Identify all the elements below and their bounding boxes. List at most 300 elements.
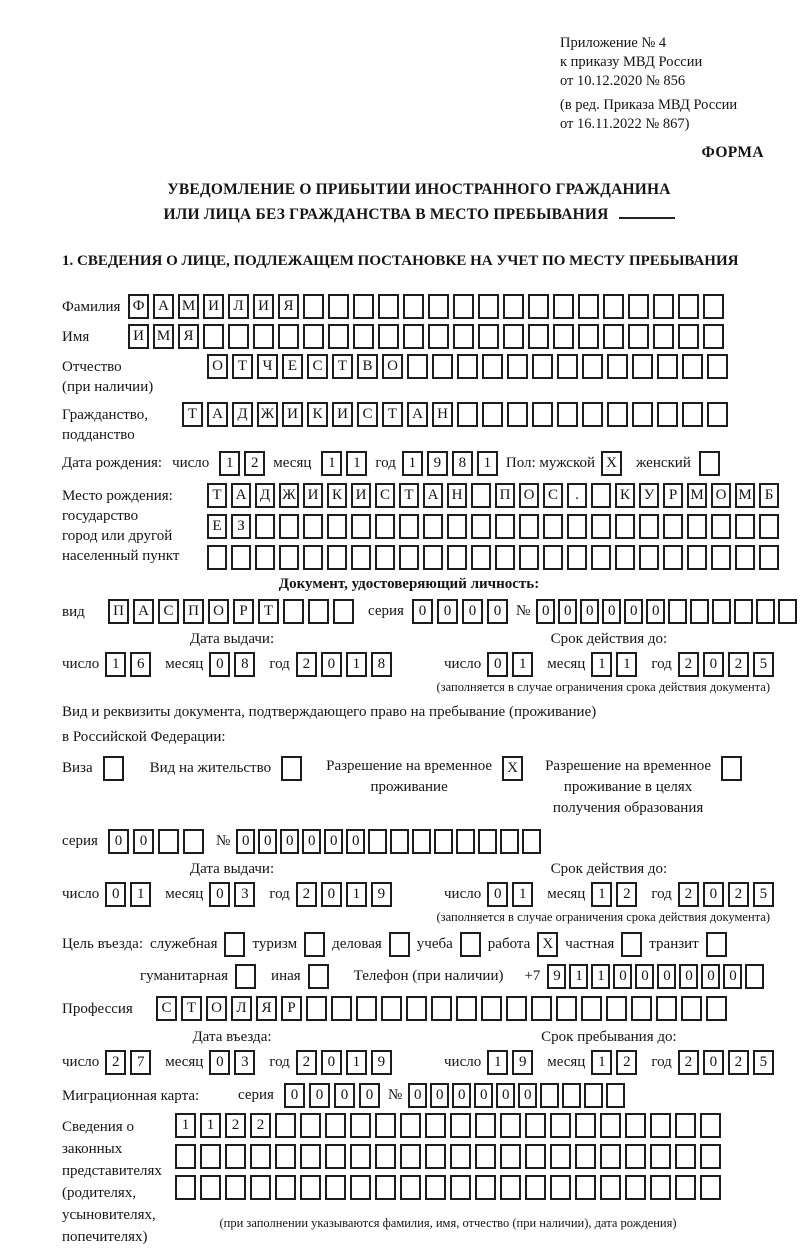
residence-series-boxes[interactable] [108,829,204,854]
residence-permit-checkbox[interactable] [281,756,302,781]
char-cell[interactable]: 2 [105,1050,126,1075]
char-cell[interactable] [353,294,374,319]
char-cell[interactable]: Е [207,514,227,539]
birth-place-boxes-row3[interactable] [207,545,779,570]
char-cell[interactable]: Т [181,996,202,1021]
char-cell[interactable] [304,932,325,957]
entry-year-boxes[interactable] [296,1050,392,1075]
phone-boxes[interactable] [547,964,764,989]
char-cell[interactable] [333,599,354,624]
char-cell[interactable] [582,354,603,379]
char-cell[interactable] [495,545,515,570]
char-cell[interactable]: Р [663,483,683,508]
char-cell[interactable] [279,545,299,570]
char-cell[interactable]: 2 [296,652,317,677]
char-cell[interactable] [553,324,574,349]
char-cell[interactable] [434,829,453,854]
char-cell[interactable] [250,1175,271,1200]
char-cell[interactable] [581,996,602,1021]
char-cell[interactable] [500,1175,521,1200]
entry-month-boxes[interactable] [209,1050,255,1075]
char-cell[interactable] [543,545,563,570]
char-cell[interactable]: Т [258,599,279,624]
char-cell[interactable]: В [357,354,378,379]
char-cell[interactable] [456,829,475,854]
doc-valid-year-boxes[interactable] [678,652,774,677]
char-cell[interactable]: 9 [371,1050,392,1075]
char-cell[interactable] [706,996,727,1021]
char-cell[interactable]: 3 [234,882,255,907]
char-cell[interactable] [687,545,707,570]
char-cell[interactable] [279,514,299,539]
char-cell[interactable] [495,514,515,539]
char-cell[interactable] [278,324,299,349]
char-cell[interactable]: З [231,514,251,539]
char-cell[interactable] [447,514,467,539]
char-cell[interactable]: Я [256,996,277,1021]
char-cell[interactable]: 9 [512,1050,533,1075]
char-cell[interactable]: 3 [234,1050,255,1075]
char-cell[interactable]: 1 [616,652,637,677]
char-cell[interactable] [225,1144,246,1169]
migration-series-boxes[interactable] [284,1083,380,1108]
char-cell[interactable] [628,324,649,349]
char-cell[interactable] [550,1113,571,1138]
char-cell[interactable]: С [357,402,378,427]
char-cell[interactable] [482,354,503,379]
char-cell[interactable]: 0 [209,882,230,907]
char-cell[interactable] [531,996,552,1021]
char-cell[interactable] [351,545,371,570]
char-cell[interactable]: 6 [130,652,151,677]
char-cell[interactable]: А [231,483,251,508]
char-cell[interactable] [591,545,611,570]
char-cell[interactable] [428,324,449,349]
char-cell[interactable]: 0 [703,1050,724,1075]
char-cell[interactable]: 0 [209,652,230,677]
char-cell[interactable]: 0 [334,1083,355,1108]
char-cell[interactable]: 1 [512,652,533,677]
char-cell[interactable] [183,829,204,854]
stay-year-boxes[interactable] [678,1050,774,1075]
char-cell[interactable]: 0 [280,829,299,854]
char-cell[interactable] [303,514,323,539]
char-cell[interactable]: 1 [346,652,367,677]
char-cell[interactable] [759,514,779,539]
char-cell[interactable] [327,514,347,539]
char-cell[interactable] [721,756,742,781]
char-cell[interactable] [675,1175,696,1200]
char-cell[interactable] [381,996,402,1021]
char-cell[interactable]: Ч [257,354,278,379]
char-cell[interactable] [668,599,687,624]
char-cell[interactable] [734,599,753,624]
char-cell[interactable]: 2 [616,882,637,907]
char-cell[interactable] [475,1175,496,1200]
char-cell[interactable]: 0 [408,1083,427,1108]
sex-female-checkbox[interactable] [699,451,720,476]
char-cell[interactable] [711,545,731,570]
char-cell[interactable] [507,402,528,427]
char-cell[interactable] [283,599,304,624]
char-cell[interactable]: 1 [591,652,612,677]
char-cell[interactable] [699,451,720,476]
char-cell[interactable]: 0 [105,882,126,907]
patronymic-boxes[interactable] [207,354,728,379]
char-cell[interactable] [375,514,395,539]
char-cell[interactable]: Т [182,402,203,427]
char-cell[interactable] [275,1175,296,1200]
char-cell[interactable] [532,354,553,379]
char-cell[interactable] [471,545,491,570]
char-cell[interactable] [327,545,347,570]
char-cell[interactable] [591,483,611,508]
char-cell[interactable]: 0 [284,1083,305,1108]
char-cell[interactable] [584,1083,603,1108]
char-cell[interactable] [175,1175,196,1200]
char-cell[interactable] [350,1175,371,1200]
char-cell[interactable]: О [519,483,539,508]
char-cell[interactable] [412,829,431,854]
char-cell[interactable] [550,1175,571,1200]
char-cell[interactable]: 2 [678,652,699,677]
char-cell[interactable] [447,545,467,570]
char-cell[interactable] [711,514,731,539]
char-cell[interactable] [308,964,329,989]
char-cell[interactable]: И [303,483,323,508]
char-cell[interactable] [582,402,603,427]
char-cell[interactable]: X [502,756,523,781]
char-cell[interactable]: П [108,599,129,624]
char-cell[interactable] [639,514,659,539]
char-cell[interactable]: 0 [324,829,343,854]
char-cell[interactable] [389,932,410,957]
char-cell[interactable]: 0 [703,882,724,907]
doc-valid-month-boxes[interactable] [591,652,637,677]
char-cell[interactable]: 1 [346,1050,367,1075]
char-cell[interactable] [703,294,724,319]
char-cell[interactable]: 1 [591,1050,612,1075]
char-cell[interactable]: 0 [236,829,255,854]
char-cell[interactable]: . [567,483,587,508]
char-cell[interactable] [656,996,677,1021]
char-cell[interactable] [453,294,474,319]
char-cell[interactable] [543,514,563,539]
char-cell[interactable] [103,756,124,781]
char-cell[interactable] [615,545,635,570]
char-cell[interactable] [328,294,349,319]
char-cell[interactable]: 8 [234,652,255,677]
char-cell[interactable] [575,1175,596,1200]
char-cell[interactable]: 0 [452,1083,471,1108]
char-cell[interactable]: Р [281,996,302,1021]
char-cell[interactable]: 2 [296,882,317,907]
char-cell[interactable]: С [156,996,177,1021]
char-cell[interactable] [778,599,797,624]
purpose-official-checkbox[interactable] [224,932,245,957]
char-cell[interactable] [500,829,519,854]
char-cell[interactable] [235,964,256,989]
stay-day-boxes[interactable] [487,1050,533,1075]
char-cell[interactable]: А [133,599,154,624]
char-cell[interactable]: О [207,354,228,379]
char-cell[interactable] [300,1144,321,1169]
residence-valid-month-boxes[interactable] [591,882,637,907]
char-cell[interactable]: И [332,402,353,427]
char-cell[interactable] [631,996,652,1021]
char-cell[interactable] [457,402,478,427]
char-cell[interactable] [325,1175,346,1200]
char-cell[interactable]: 9 [547,964,566,989]
residence-number-boxes[interactable] [236,829,541,854]
char-cell[interactable] [456,996,477,1021]
char-cell[interactable] [621,932,642,957]
surname-boxes[interactable] [128,294,724,319]
char-cell[interactable]: К [615,483,635,508]
char-cell[interactable] [425,1175,446,1200]
char-cell[interactable] [690,599,709,624]
char-cell[interactable] [475,1144,496,1169]
char-cell[interactable]: 0 [703,652,724,677]
char-cell[interactable] [519,545,539,570]
char-cell[interactable] [500,1113,521,1138]
char-cell[interactable] [275,1144,296,1169]
char-cell[interactable] [525,1113,546,1138]
char-cell[interactable] [657,354,678,379]
doc-issue-year-boxes[interactable] [296,652,392,677]
doc-valid-day-boxes[interactable] [487,652,533,677]
char-cell[interactable]: 2 [616,1050,637,1075]
char-cell[interactable]: 0 [258,829,277,854]
char-cell[interactable] [253,324,274,349]
char-cell[interactable] [678,324,699,349]
char-cell[interactable] [478,324,499,349]
char-cell[interactable]: 2 [244,451,265,476]
char-cell[interactable] [400,1144,421,1169]
char-cell[interactable] [615,514,635,539]
char-cell[interactable]: 0 [624,599,643,624]
doc-issue-month-boxes[interactable] [209,652,255,677]
char-cell[interactable]: 2 [728,882,749,907]
char-cell[interactable]: Ж [257,402,278,427]
char-cell[interactable] [657,402,678,427]
char-cell[interactable]: И [282,402,303,427]
char-cell[interactable] [425,1113,446,1138]
char-cell[interactable]: М [735,483,755,508]
char-cell[interactable]: Л [231,996,252,1021]
char-cell[interactable] [450,1113,471,1138]
char-cell[interactable]: 0 [580,599,599,624]
char-cell[interactable]: 8 [371,652,392,677]
char-cell[interactable] [231,545,251,570]
char-cell[interactable]: 0 [558,599,577,624]
char-cell[interactable] [575,1113,596,1138]
char-cell[interactable] [567,545,587,570]
char-cell[interactable] [603,324,624,349]
char-cell[interactable] [735,545,755,570]
char-cell[interactable] [650,1113,671,1138]
char-cell[interactable]: Т [382,402,403,427]
visa-checkbox[interactable] [103,756,124,781]
char-cell[interactable] [450,1144,471,1169]
char-cell[interactable]: Т [399,483,419,508]
temp-residence-edu-checkbox[interactable] [721,756,742,781]
char-cell[interactable]: 1 [130,882,151,907]
char-cell[interactable]: 1 [477,451,498,476]
char-cell[interactable]: И [128,324,149,349]
char-cell[interactable]: 0 [487,599,508,624]
char-cell[interactable]: 1 [402,451,423,476]
char-cell[interactable] [557,354,578,379]
char-cell[interactable]: 1 [200,1113,221,1138]
char-cell[interactable]: 1 [512,882,533,907]
char-cell[interactable] [375,1175,396,1200]
char-cell[interactable]: 0 [108,829,129,854]
char-cell[interactable] [650,1144,671,1169]
char-cell[interactable] [403,324,424,349]
char-cell[interactable]: 5 [753,882,774,907]
char-cell[interactable]: 0 [133,829,154,854]
char-cell[interactable] [353,324,374,349]
char-cell[interactable] [400,1113,421,1138]
birth-year-boxes[interactable] [402,451,498,476]
char-cell[interactable] [375,1113,396,1138]
char-cell[interactable]: 1 [105,652,126,677]
char-cell[interactable] [700,1175,721,1200]
char-cell[interactable] [500,1144,521,1169]
char-cell[interactable]: 0 [646,599,665,624]
char-cell[interactable]: 0 [321,652,342,677]
char-cell[interactable] [707,354,728,379]
char-cell[interactable] [378,324,399,349]
char-cell[interactable] [306,996,327,1021]
char-cell[interactable]: 0 [679,964,698,989]
char-cell[interactable] [325,1113,346,1138]
char-cell[interactable] [756,599,775,624]
purpose-tourism-checkbox[interactable] [304,932,325,957]
char-cell[interactable]: И [253,294,274,319]
char-cell[interactable]: С [543,483,563,508]
char-cell[interactable] [700,1113,721,1138]
char-cell[interactable] [632,354,653,379]
char-cell[interactable]: 0 [613,964,632,989]
char-cell[interactable] [423,514,443,539]
char-cell[interactable]: Я [178,324,199,349]
char-cell[interactable]: 5 [753,1050,774,1075]
char-cell[interactable] [550,1144,571,1169]
residence-valid-year-boxes[interactable] [678,882,774,907]
char-cell[interactable]: М [687,483,707,508]
char-cell[interactable]: А [153,294,174,319]
char-cell[interactable] [528,324,549,349]
char-cell[interactable] [407,354,428,379]
char-cell[interactable] [650,1175,671,1200]
char-cell[interactable] [675,1144,696,1169]
char-cell[interactable]: X [537,932,558,957]
char-cell[interactable]: 0 [309,1083,330,1108]
char-cell[interactable] [175,1144,196,1169]
char-cell[interactable] [325,1144,346,1169]
birth-place-boxes-row1[interactable] [207,483,779,508]
char-cell[interactable]: 0 [437,599,458,624]
char-cell[interactable]: 0 [536,599,555,624]
char-cell[interactable] [578,294,599,319]
char-cell[interactable] [575,1144,596,1169]
char-cell[interactable]: 0 [346,829,365,854]
char-cell[interactable]: 2 [678,882,699,907]
char-cell[interactable]: 2 [678,1050,699,1075]
char-cell[interactable] [308,599,329,624]
char-cell[interactable] [735,514,755,539]
char-cell[interactable]: 1 [175,1113,196,1138]
char-cell[interactable]: Л [228,294,249,319]
char-cell[interactable]: 5 [753,652,774,677]
char-cell[interactable] [300,1113,321,1138]
char-cell[interactable] [403,294,424,319]
char-cell[interactable] [431,996,452,1021]
char-cell[interactable] [303,324,324,349]
char-cell[interactable] [540,1083,559,1108]
char-cell[interactable] [712,599,731,624]
char-cell[interactable]: 1 [219,451,240,476]
char-cell[interactable]: 1 [569,964,588,989]
birth-month-boxes[interactable] [321,451,367,476]
char-cell[interactable] [224,932,245,957]
purpose-study-checkbox[interactable] [460,932,481,957]
char-cell[interactable] [503,294,524,319]
char-cell[interactable]: Т [232,354,253,379]
char-cell[interactable] [331,996,352,1021]
char-cell[interactable] [281,756,302,781]
char-cell[interactable] [607,354,628,379]
char-cell[interactable] [603,294,624,319]
char-cell[interactable] [653,294,674,319]
char-cell[interactable] [681,996,702,1021]
char-cell[interactable]: А [423,483,443,508]
char-cell[interactable]: 1 [346,882,367,907]
char-cell[interactable] [557,402,578,427]
char-cell[interactable]: С [158,599,179,624]
char-cell[interactable] [482,402,503,427]
doc-series-boxes[interactable] [412,599,508,624]
char-cell[interactable]: И [203,294,224,319]
char-cell[interactable]: 0 [209,1050,230,1075]
char-cell[interactable] [399,545,419,570]
char-cell[interactable] [200,1175,221,1200]
char-cell[interactable] [457,354,478,379]
doc-issue-day-boxes[interactable] [105,652,151,677]
entry-day-boxes[interactable] [105,1050,151,1075]
char-cell[interactable]: К [307,402,328,427]
char-cell[interactable] [663,514,683,539]
char-cell[interactable] [428,294,449,319]
char-cell[interactable]: И [351,483,371,508]
char-cell[interactable] [471,483,491,508]
char-cell[interactable]: 2 [296,1050,317,1075]
char-cell[interactable] [453,324,474,349]
temp-residence-checkbox[interactable] [502,756,523,781]
char-cell[interactable] [475,1113,496,1138]
citizenship-boxes[interactable] [182,402,728,427]
char-cell[interactable] [250,1144,271,1169]
char-cell[interactable] [567,514,587,539]
char-cell[interactable]: 0 [359,1083,380,1108]
char-cell[interactable] [275,1113,296,1138]
char-cell[interactable] [528,294,549,319]
char-cell[interactable] [506,996,527,1021]
char-cell[interactable]: Р [233,599,254,624]
char-cell[interactable] [663,545,683,570]
